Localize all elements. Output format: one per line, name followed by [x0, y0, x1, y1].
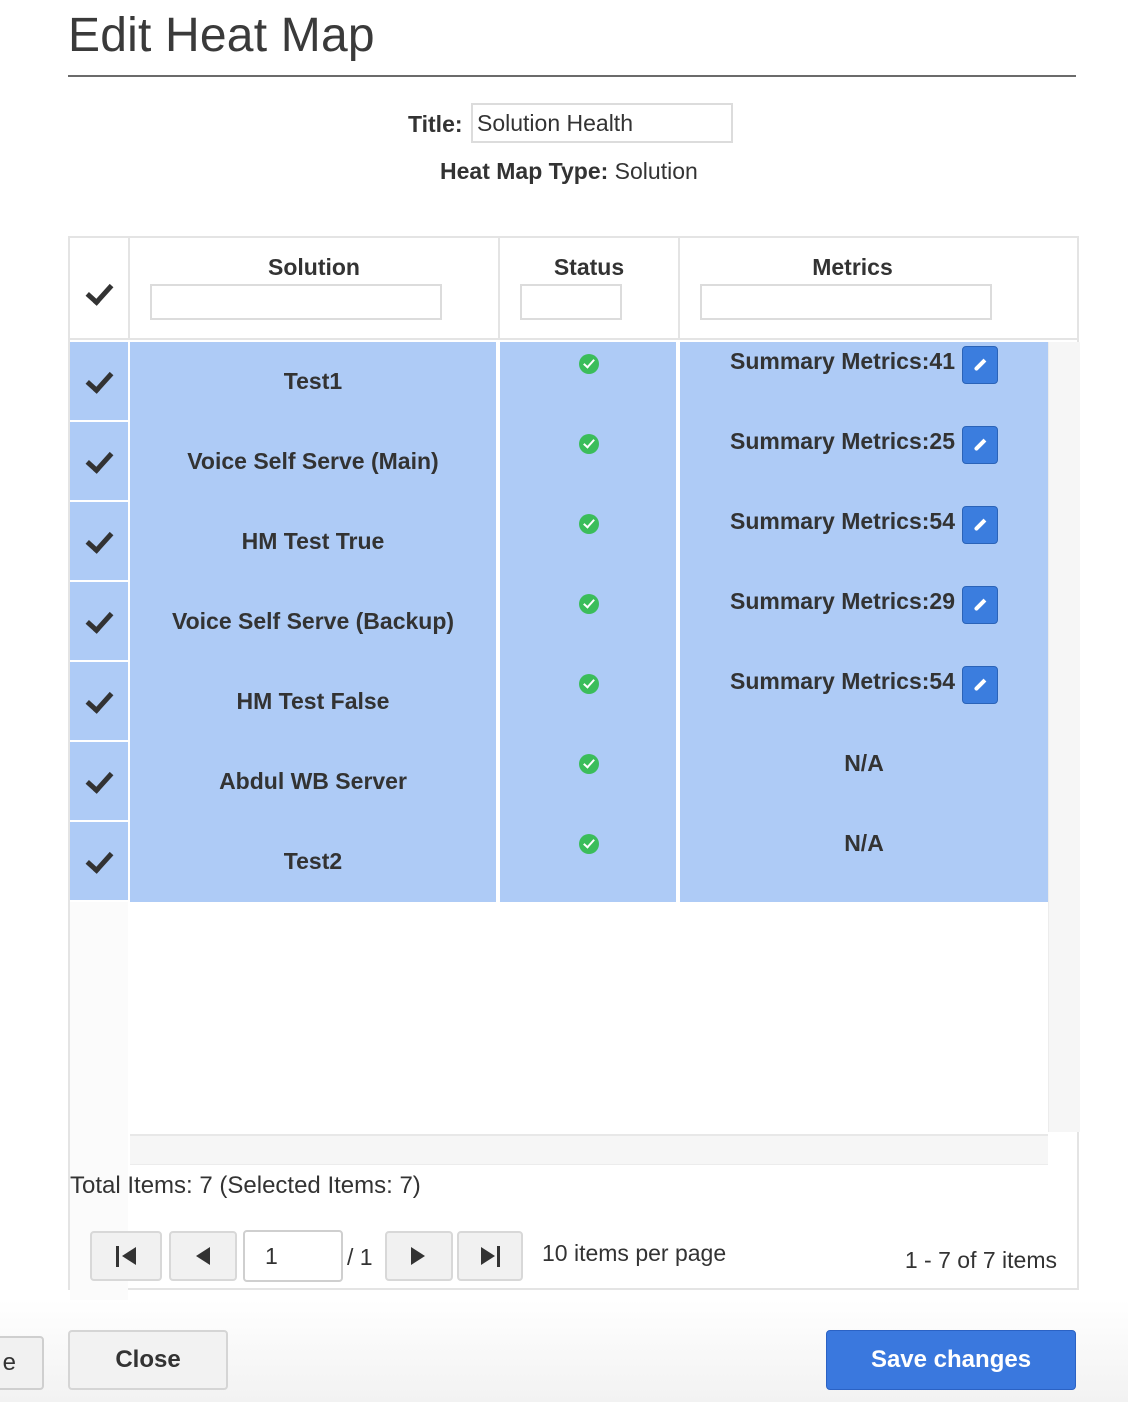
first-page-button[interactable] [90, 1231, 162, 1281]
previous-page-icon [196, 1247, 210, 1265]
metrics-cell [680, 342, 1048, 422]
items-per-page-text: 10 items per page [542, 1240, 727, 1266]
metrics-text: Summary Metrics:54 [730, 508, 955, 534]
edit-metrics-button[interactable] [962, 586, 998, 624]
row-check-icon[interactable] [86, 525, 114, 554]
row-select-cell[interactable] [70, 822, 128, 902]
pencil-icon [974, 439, 987, 452]
metrics-cell [680, 582, 1048, 662]
previous-page-button[interactable] [169, 1231, 237, 1281]
grid-empty-area [70, 902, 128, 1364]
solution-cell [130, 342, 498, 422]
solution-cell [130, 742, 498, 822]
status-ok-icon [579, 434, 599, 454]
pencil-icon [974, 359, 987, 372]
heat-map-type-value: Solution [614, 158, 698, 184]
status-cell [500, 342, 678, 422]
select-all-check-icon[interactable] [86, 277, 114, 306]
page-count-text: / 1 [347, 1244, 373, 1270]
status-column-header [500, 238, 680, 338]
metrics-text: Summary Metrics:41 [730, 348, 955, 374]
metrics-text: N/A [844, 830, 884, 856]
page-number-input[interactable] [243, 1230, 343, 1282]
heat-map-type [440, 158, 698, 185]
side-button[interactable]: e [0, 1336, 44, 1390]
title-divider [68, 75, 1076, 77]
next-page-button[interactable] [385, 1231, 453, 1281]
status-cell [500, 582, 678, 662]
edit-metrics-button[interactable] [962, 346, 998, 384]
metrics-text: Summary Metrics:29 [730, 588, 955, 614]
metrics-cell [680, 662, 1048, 742]
solution-cell [130, 422, 498, 502]
table-row[interactable] [70, 822, 1048, 902]
solution-name: Voice Self Serve (Backup) [171, 608, 455, 634]
table-row[interactable] [70, 342, 1048, 422]
total-items-text: Total Items: 7 (Selected Items: 7) [70, 1172, 421, 1199]
solution-name: Abdul WB Server [219, 768, 407, 794]
last-page-button[interactable] [457, 1231, 523, 1281]
grid-empty-area [130, 902, 1048, 1134]
row-select-cell[interactable] [70, 742, 128, 822]
status-cell [500, 502, 678, 582]
row-check-icon[interactable] [86, 845, 114, 874]
save-changes-button[interactable]: Save changes [826, 1330, 1076, 1390]
solution-column-header [130, 238, 500, 338]
next-page-icon [411, 1247, 425, 1265]
solution-name: Test2 [283, 848, 343, 874]
pencil-icon [974, 599, 987, 612]
solution-cell [130, 822, 498, 902]
pencil-icon [974, 679, 987, 692]
status-ok-icon [579, 674, 599, 694]
metrics-text: N/A [844, 750, 884, 776]
status-cell [500, 822, 678, 902]
status-ok-icon [579, 594, 599, 614]
items-range-text: 1 - 7 of 7 items [904, 1247, 1057, 1273]
edit-metrics-button[interactable] [962, 506, 998, 544]
row-check-icon[interactable] [86, 765, 114, 794]
row-select-cell[interactable] [70, 422, 128, 502]
status-cell [500, 662, 678, 742]
dialog-title: Edit Heat Map [68, 9, 375, 62]
title-input[interactable] [471, 103, 733, 143]
header-divider [70, 338, 1077, 340]
metrics-column-label: Metrics [812, 254, 893, 280]
metrics-cell [680, 502, 1048, 582]
row-check-icon[interactable] [86, 365, 114, 394]
metrics-cell [680, 822, 1048, 902]
vertical-scrollbar[interactable] [1048, 342, 1080, 1132]
solution-column-label: Solution [268, 254, 360, 280]
solution-name: HM Test True [241, 528, 385, 554]
metrics-cell [680, 742, 1048, 822]
table-row[interactable] [70, 662, 1048, 742]
status-ok-icon [579, 754, 599, 774]
solution-cell [130, 582, 498, 662]
metrics-column-header [680, 238, 1079, 338]
table-row[interactable] [70, 502, 1048, 582]
edit-metrics-button[interactable] [962, 666, 998, 704]
row-check-icon[interactable] [86, 445, 114, 474]
status-ok-icon [579, 514, 599, 534]
row-select-cell[interactable] [70, 662, 128, 742]
status-cell [500, 742, 678, 822]
status-ok-icon [579, 354, 599, 374]
status-column-label: Status [553, 254, 625, 280]
metrics-text: Summary Metrics:25 [730, 428, 955, 454]
metrics-filter-input[interactable] [700, 284, 992, 320]
solution-filter-input[interactable] [150, 284, 442, 320]
close-button[interactable]: Close [68, 1330, 228, 1390]
solution-name: Test1 [283, 368, 343, 394]
pencil-icon [974, 519, 987, 532]
row-check-icon[interactable] [86, 605, 114, 634]
solution-name: HM Test False [236, 688, 390, 714]
heat-map-type-label: Heat Map Type: [440, 158, 609, 184]
solutions-grid [68, 236, 1079, 1290]
table-row[interactable] [70, 582, 1048, 662]
horizontal-scrollbar[interactable] [130, 1134, 1048, 1165]
status-cell [500, 422, 678, 502]
metrics-text: Summary Metrics:54 [730, 668, 955, 694]
solution-cell [130, 502, 498, 582]
title-label: Title: [408, 111, 463, 137]
row-select-cell[interactable] [70, 502, 128, 582]
metrics-cell [680, 422, 1048, 502]
status-ok-icon [579, 834, 599, 854]
table-row[interactable] [70, 742, 1048, 822]
solution-cell [130, 662, 498, 742]
select-all-header[interactable] [70, 238, 130, 338]
row-select-cell[interactable] [70, 582, 128, 662]
solution-name: Voice Self Serve (Main) [187, 448, 439, 474]
row-check-icon[interactable] [86, 685, 114, 714]
edit-metrics-button[interactable] [962, 426, 998, 464]
row-select-cell[interactable] [70, 342, 128, 422]
status-filter-input[interactable] [520, 284, 622, 320]
table-row[interactable] [70, 422, 1048, 502]
